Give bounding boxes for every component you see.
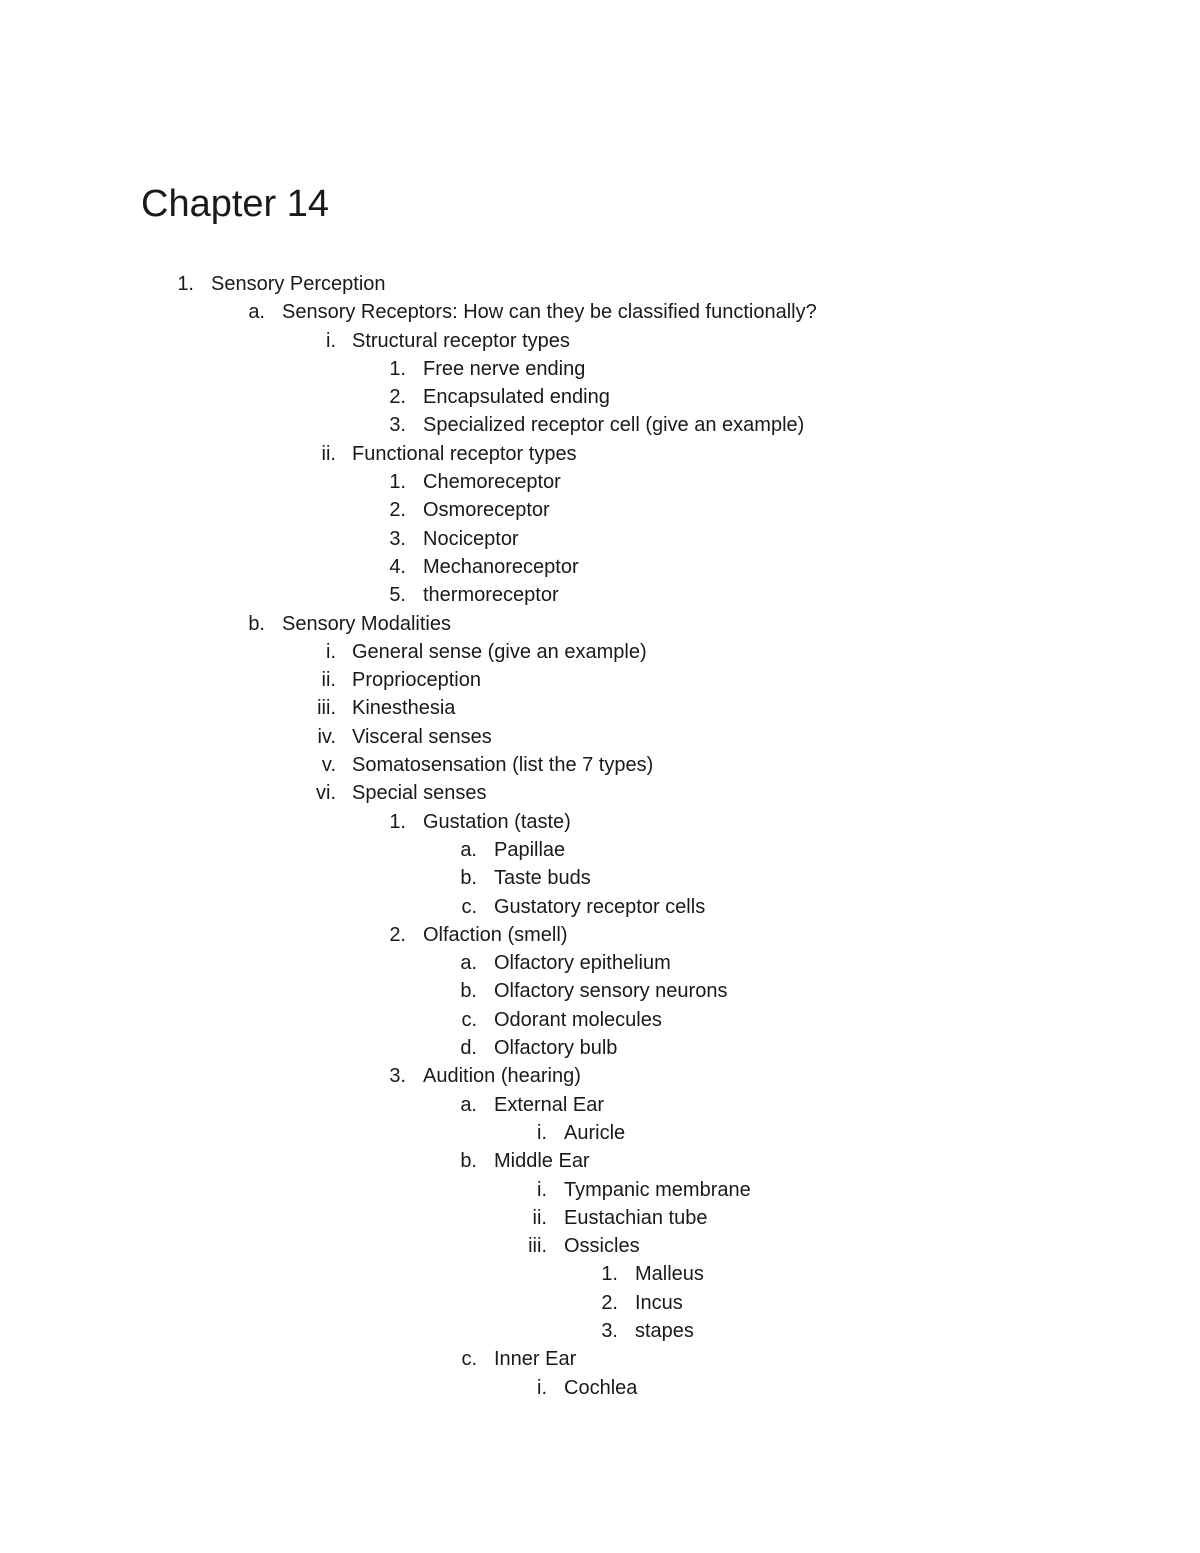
outline-item-text: Olfactory epithelium: [494, 952, 671, 975]
outline-item-text: Gustatory receptor cells: [494, 895, 706, 918]
outline-item: [0, 327, 1200, 355]
outline-item-text: Olfaction (smell): [423, 923, 568, 946]
outline-item-text: thermoreceptor: [423, 584, 559, 607]
outline-item-marker: vi.: [316, 782, 336, 805]
outline-item-marker: a.: [460, 838, 477, 861]
outline-item: [0, 525, 1200, 553]
outline-item-marker: iv.: [317, 725, 336, 748]
outline-item-marker: b.: [248, 612, 265, 635]
outline-item-marker: b.: [460, 1150, 477, 1173]
outline-item-marker: 3.: [389, 527, 406, 550]
outline-item: [0, 1345, 1200, 1373]
outline-item-marker: 1.: [601, 1263, 618, 1286]
outline-item-marker: a.: [248, 301, 265, 324]
outline-item: [0, 694, 1200, 722]
outline-item-marker: a.: [460, 1093, 477, 1116]
outline-item: [0, 949, 1200, 977]
outline-item-text: Nociceptor: [423, 527, 519, 550]
outline-item: [0, 581, 1200, 609]
outline-item-text: Visceral senses: [352, 725, 492, 748]
outline-item-marker: ii.: [532, 1206, 547, 1229]
outline-item-text: Eustachian tube: [564, 1206, 708, 1229]
outline-item: [0, 1204, 1200, 1232]
outline-item-marker: c.: [461, 1348, 477, 1371]
outline-item-marker: 1.: [389, 471, 406, 494]
outline-item-marker: 3.: [389, 1065, 406, 1088]
outline-item-text: Structural receptor types: [352, 329, 570, 352]
outline-item-text: Cochlea: [564, 1376, 638, 1399]
outline-item: [0, 1091, 1200, 1119]
outline-item: [0, 440, 1200, 468]
outline-item: [0, 1289, 1200, 1317]
outline-item-marker: i.: [326, 640, 336, 663]
outline-item: [0, 1260, 1200, 1288]
outline-item-marker: c.: [461, 1008, 477, 1031]
outline-item: [0, 638, 1200, 666]
outline-item-text: Special senses: [352, 782, 487, 805]
outline-item-text: Sensory Perception: [211, 273, 386, 295]
outline-item-text: Sensory Receptors: How can they be classified functionally?: [282, 301, 817, 324]
outline-item: [0, 864, 1200, 892]
outline-item-text: Taste buds: [494, 867, 591, 890]
outline-item-marker: 5.: [389, 584, 406, 607]
outline-item-text: Odorant molecules: [494, 1008, 662, 1031]
outline-item: [0, 496, 1200, 524]
outline-item: [0, 666, 1200, 694]
outline-item-text: Inner Ear: [494, 1348, 577, 1371]
outline-item: [0, 893, 1200, 921]
outline-item-marker: i.: [537, 1121, 547, 1144]
outline-item-marker: b.: [460, 980, 477, 1003]
outline-item-marker: d.: [460, 1037, 477, 1060]
outline-item-text: Incus: [635, 1291, 683, 1314]
outline-item-text: Gustation (taste): [423, 810, 571, 833]
outline-item-text: Mechanoreceptor: [423, 555, 579, 578]
outline-item: [0, 836, 1200, 864]
outline-item-text: Olfactory sensory neurons: [494, 980, 728, 1003]
outline-item-text: Proprioception: [352, 669, 481, 692]
outline-item-marker: v.: [321, 754, 336, 777]
outline-item: [0, 468, 1200, 496]
outline-item-text: Auricle: [564, 1121, 626, 1144]
outline-item-marker: 1.: [177, 273, 194, 295]
outline-item-marker: 2.: [389, 499, 406, 522]
outline-item-text: Chemoreceptor: [423, 471, 561, 494]
outline-item-text: Audition (hearing): [423, 1065, 581, 1088]
outline-item: [0, 921, 1200, 949]
outline-item-marker: i.: [326, 329, 336, 352]
outline-item-marker: b.: [460, 867, 477, 890]
outline-item: [0, 1374, 1200, 1402]
outline-item: [0, 270, 1200, 298]
outline-item-marker: 3.: [601, 1319, 618, 1342]
outline-item-marker: ii.: [321, 442, 336, 465]
outline-item-marker: iii.: [317, 697, 336, 720]
outline-item: [0, 1232, 1200, 1260]
outline-item-marker: c.: [461, 895, 477, 918]
outline-item: [0, 751, 1200, 779]
outline-item-marker: 4.: [389, 555, 406, 578]
outline-item: [0, 1176, 1200, 1204]
page-title: Chapter 14: [141, 183, 330, 225]
outline-item-marker: 1.: [389, 810, 406, 833]
outline-item: [0, 723, 1200, 751]
outline-item-text: Ossicles: [564, 1235, 640, 1258]
outline-item-text: Free nerve ending: [423, 357, 586, 380]
outline-item-marker: 1.: [389, 357, 406, 380]
outline-item-text: Specialized receptor cell (give an example): [423, 414, 805, 437]
outline-item: [0, 411, 1200, 439]
outline-item-marker: iii.: [528, 1235, 547, 1258]
outline-item: [0, 1034, 1200, 1062]
outline-item-marker: a.: [460, 952, 477, 975]
outline-item-text: Functional receptor types: [352, 442, 577, 465]
outline-item-text: Tympanic membrane: [564, 1178, 751, 1201]
outline-item-text: Middle Ear: [494, 1150, 590, 1173]
outline-list: [0, 270, 1200, 1402]
outline-item: [0, 1062, 1200, 1090]
outline-item-marker: 3.: [389, 414, 406, 437]
outline-item-text: Somatosensation (list the 7 types): [352, 754, 654, 777]
outline-item: [0, 553, 1200, 581]
outline-item-marker: i.: [537, 1376, 547, 1399]
outline-item-marker: 2.: [389, 386, 406, 409]
outline-item: [0, 779, 1200, 807]
outline-item-text: Encapsulated ending: [423, 386, 610, 409]
outline-item-text: Sensory Modalities: [282, 612, 451, 635]
outline-item-marker: 2.: [601, 1291, 618, 1314]
outline-item-text: General sense (give an example): [352, 640, 647, 663]
outline-item-text: External Ear: [494, 1093, 605, 1116]
outline-item-text: Osmoreceptor: [423, 499, 550, 522]
outline-item-marker: 2.: [389, 923, 406, 946]
outline-item-text: Olfactory bulb: [494, 1037, 618, 1060]
outline-item-text: Papillae: [494, 838, 566, 861]
outline-item-text: stapes: [635, 1319, 694, 1342]
outline-item: [0, 808, 1200, 836]
outline-item: [0, 298, 1200, 326]
outline-item: [0, 1317, 1200, 1345]
outline-item: [0, 610, 1200, 638]
outline-item: [0, 355, 1200, 383]
outline-item-marker: ii.: [321, 669, 336, 692]
outline-item-marker: i.: [537, 1178, 547, 1201]
outline-item: [0, 383, 1200, 411]
outline-item: [0, 1147, 1200, 1175]
outline-item: [0, 1006, 1200, 1034]
outline-item-text: Malleus: [635, 1263, 704, 1286]
outline-item-text: Kinesthesia: [352, 697, 456, 720]
outline-item: [0, 1119, 1200, 1147]
outline-item: [0, 977, 1200, 1005]
